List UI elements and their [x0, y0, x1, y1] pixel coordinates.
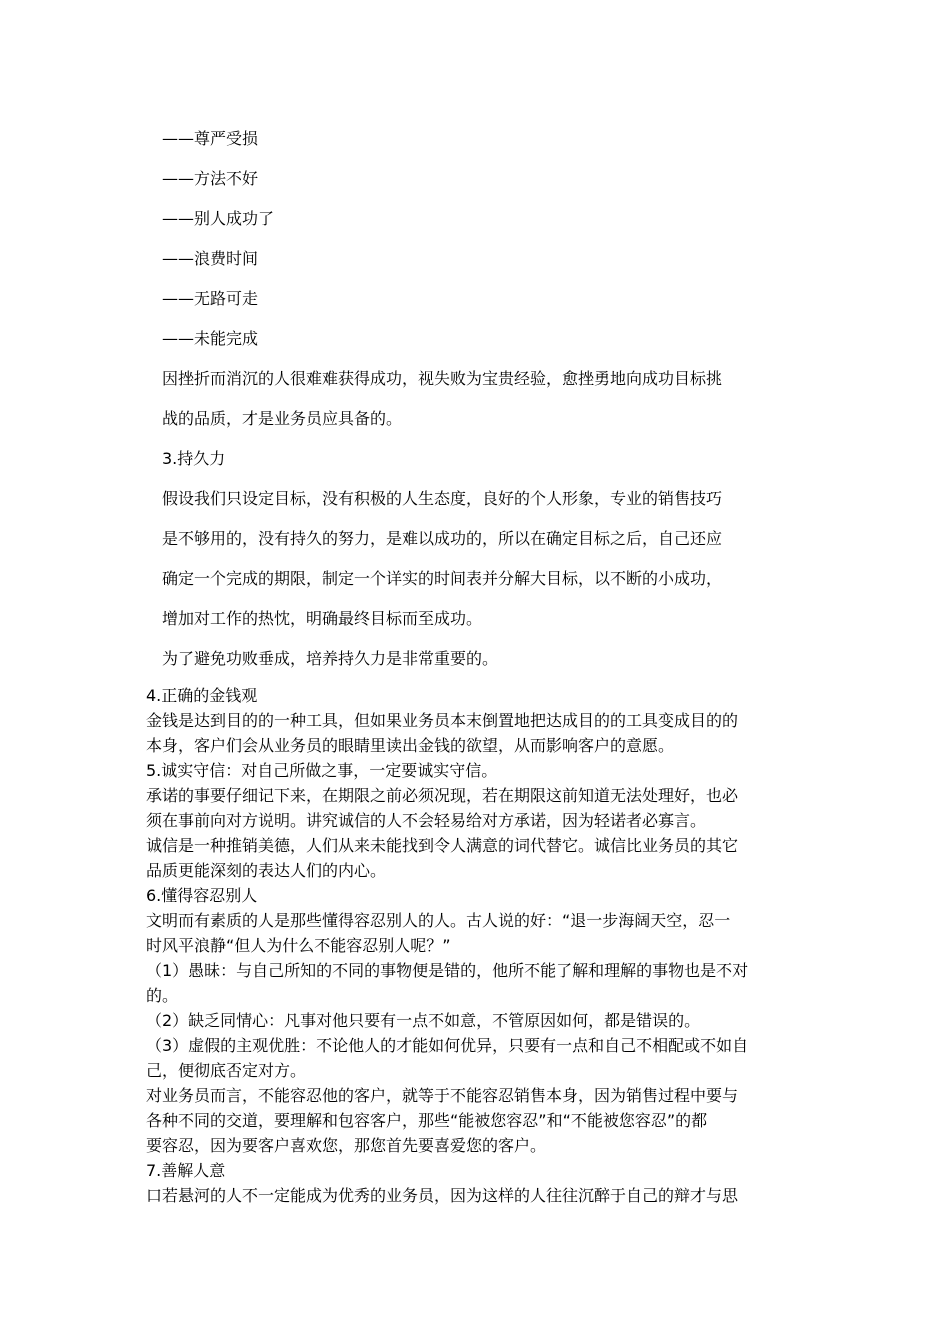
text-line: 各种不同的交道，要理解和包容客户，那些“能被您容忍”和“不能被您容忍”的都 — [146, 1111, 708, 1130]
text-line: （1）愚昧：与自己所知的不同的事物便是错的，他所不能了解和理解的事物也是不对 — [146, 961, 749, 980]
section-heading-tolerance: 6.懂得容忍别人 — [146, 886, 258, 905]
section-heading-honesty: 5.诚实守信：对自己所做之事，一定要诚实守信。 — [146, 761, 498, 780]
text-line: 时风平浪静“但人为什么不能容忍别人呢？” — [146, 936, 451, 955]
text-line: 文明而有素质的人是那些懂得容忍别人的人。古人说的好：“退一步海阔天空，忍一 — [146, 911, 731, 930]
list-item-incomplete: ——未能完成 — [162, 329, 259, 348]
list-item-waste-time: ——浪费时间 — [162, 249, 259, 268]
text-line: 须在事前向对方说明。讲究诚信的人不会轻易给对方承诺，因为轻诺者必寡言。 — [146, 811, 707, 830]
paragraph-setback-line-2: 战的品质，才是业务员应具备的。 — [162, 409, 403, 428]
section-heading-persistence: 3.持久力 — [162, 449, 226, 468]
list-item-no-way: ——无路可走 — [162, 289, 259, 308]
paragraph-avoid-failure: 为了避免功败垂成，培养持久力是非常重要的。 — [162, 649, 499, 668]
text-line: 的。 — [146, 986, 179, 1005]
list-item-method: ——方法不好 — [162, 169, 259, 188]
text-line: （2）缺乏同情心：凡事对他只要有一点不如意，不管原因如何，都是错误的。 — [146, 1011, 701, 1030]
paragraph-persistence-line-4: 增加对工作的热忱，明确最终目标而至成功。 — [162, 609, 483, 628]
list-item-dignity: ——尊严受损 — [162, 129, 259, 148]
text-line: 承诺的事要仔细记下来，在期限之前必须况现，若在期限这前知道无法处理好，也必 — [146, 786, 739, 805]
text-line: 对业务员而言，不能容忍他的客户，就等于不能容忍销售本身，因为销售过程中要与 — [146, 1086, 739, 1105]
paragraph-persistence-line-1: 假设我们只设定目标，没有积极的人生态度，良好的个人形象，专业的销售技巧 — [162, 489, 723, 508]
text-line: （3）虚假的主观优胜：不论他人的才能如何优异，只要有一点和自己不相配或不如自 — [146, 1036, 749, 1055]
text-line: 己，便彻底否定对方。 — [146, 1061, 307, 1080]
text-line: 要容忍，因为要客户喜欢您，那您首先要喜爱您的客户。 — [146, 1136, 547, 1155]
paragraph-persistence-line-3: 确定一个完成的期限，制定一个详实的时间表并分解大目标，以不断的小成功， — [162, 569, 723, 588]
section-heading-money: 4.正确的金钱观 — [146, 686, 258, 705]
paragraph-setback-line-1: 因挫折而消沉的人很难难获得成功，视失败为宝贵经验，愈挫勇地向成功目标挑 — [162, 369, 723, 388]
text-line: 诚信是一种推销美德，人们从来未能找到令人满意的词代替它。诚信比业务员的其它 — [146, 836, 739, 855]
text-line: 品质更能深刻的表达人们的内心。 — [146, 861, 387, 880]
section-heading-understanding: 7.善解人意 — [146, 1161, 226, 1180]
text-line: 口若悬河的人不一定能成为优秀的业务员，因为这样的人往往沉醉于自己的辩才与思 — [146, 1186, 739, 1205]
text-line: 本身，客户们会从业务员的眼睛里读出金钱的欲望，从而影响客户的意愿。 — [146, 736, 675, 755]
paragraph-persistence-line-2: 是不够用的，没有持久的努力，是难以成功的，所以在确定目标之后，自己还应 — [162, 529, 723, 548]
list-item-others-success: ——别人成功了 — [162, 209, 275, 228]
text-line: 金钱是达到目的的一种工具，但如果业务员本末倒置地把达成目的的工具变成目的的 — [146, 711, 739, 730]
